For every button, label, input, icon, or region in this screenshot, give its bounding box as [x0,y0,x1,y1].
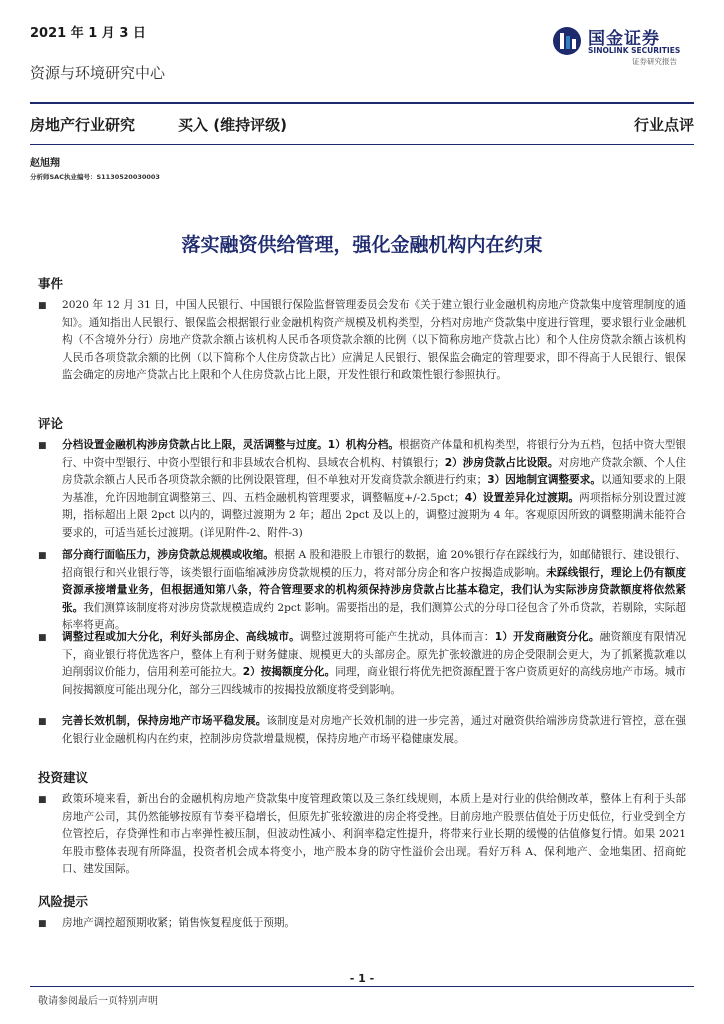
analyst-name: 赵旭翔 [30,158,60,169]
report-title: 落实融资供给管理，强化金融机构内在约束 [181,234,543,256]
company-logo [552,24,692,72]
comment-3-bold-3: 2）按揭额度分化。 [242,666,336,679]
comment-1-text-3: 以通知要求的上限为基准，允许因地制宜调整第三、四、五档金融机构管理要求，调整幅度+/-2.5pct； [62,474,687,504]
comment-2-bold-1: 部分商行面临压力，涉房贷款总规模或收缩。 [62,549,274,561]
subheader-divider [30,144,694,145]
rating-label: 买入 (维持评级) [178,116,287,134]
comment-4-bold-1: 完善长效机制，保持房地产市场平稳发展。 [62,715,267,727]
comment-1-bold-4: 4）设置差异化过渡期。 [464,491,580,504]
risk-paragraph: 房地产调控超预期收紧；销售恢复程度低于预期。 [62,917,296,929]
event-paragraph: 2020 年 12 月 31 日，中国人民银行、中国银行保险监督管理委员会发布《关于建立银行业金融机构房地产贷款集中度管理制度的通知》。通知指出人民银行、银保监会根据银行业金融机构资产规模及机构类型，分档对房地产贷款集中度进行管理，要求银行业金融机构（不含境外分行）房地产贷款余额占该机构人民币各项贷款余额的比例（以下简称房地产贷款占比）和个人住房贷款余额占该机构人民币各项贷款余额的比例（以下简称个人住房贷款占比）应满足人民银行、银保监会确定的管理要求，即不得高于人民银行、银保监会确定的房地产贷款占比上限和个人住房贷款占比上限，开发性银行和政策性银行参照执行。 [62,299,686,382]
comment-3-bold-1: 调整过程或加大分化，利好头部房企、高线城市。 [62,631,300,643]
logo-english-name: SINOLINK SECURITIES [588,46,681,55]
industry-label: 房地产行业研究 [30,116,136,134]
report-type-label: 行业点评 [633,116,694,134]
comment-paragraph-2 [62,547,686,635]
comment-1-text-1: 根据资产体量和机构类型，将银行分为五档，包括中资大型银行、中资中型银行、中资小型银行和非县域农合机构、县域农合机构、村镇银行； [62,439,686,469]
footer-disclaimer: 敬请参阅最后一页特别声明 [38,996,158,1007]
logo-subtitle: 证券研究报告 [632,57,677,66]
bullet-square-icon: ■ [38,717,47,727]
bullet-square-icon: ■ [38,633,47,643]
bullet-square-icon: ■ [38,795,47,805]
comment-3-text-3: 同理，商业银行将优先把资源配置于客户资质更好的高线房地产市场。城市间按揭额度可能出现分化，部分三四线城市的按揭投放额度将受到影响。 [62,666,687,696]
comment-1-bold-1: 分档设置金融机构涉房贷款占比上限，灵活调整与过度。1）机构分档。 [62,439,399,451]
bullet-square-icon: ■ [38,301,47,311]
sinolink-logo-icon [552,26,582,56]
comment-2-bold-2: 未踩线银行，理论上仍有额度资源承接增量业务，但根据通知第八条，符合管理要求的机构须保持涉房贷款占比基本稳定，我们认为实际涉房贷款额度将依然紧张。 [62,566,686,614]
report-date: 2021 年 1 月 3 日 [30,26,146,41]
header-divider [30,102,694,104]
comment-2-text-2: 我们测算该制度将对涉房贷款规模造成约 2pct 影响。需要指出的是，我们测算公式的分母口径包含了外币贷款，若剔除，实际超标率将更高。 [62,601,686,632]
comment-1-text-4: 两项指标分别设置过渡期，指标超出上限 2pct 以内的，调整过渡期为 2 年；超出 2pct 及以上的，调整过渡期为 4 年。客观原因所致的调整期满未能符合要求的，可适当延长过渡期。(详见附件-2、附件-3) [62,491,687,539]
comment-2-text-1: 根据 A 股和港股上市银行的数据，逾 20%银行存在踩线行为，如邮储银行、建设银行、招商银行和兴业银行等，该类银行面临缩减涉房贷款规模的压力，将对部分房企和客户按揭造成影响。 [62,549,686,579]
comment-3-text-2: 融资额度有限情况下，商业银行将优选客户，整体上有利于财务健康、规模更大的头部房企。原先扩张较激进的房企受限制会更大，为了抓紧揽款难以迫削弱议价能力，信用利差可能拉大。 [62,631,687,679]
comment-paragraph-1 [62,437,686,543]
advice-paragraph: 政策环境来看，新出台的金融机构房地产贷款集中度管理政策以及三条红线规则，本质上是对行业的供给侧改革，整体上有利于头部房地产公司，其仍然能够按原有节奏平稳增长，但原先扩张较激进的房企将受挫。目前房地产股票估值处于历史低位，行业受到全方位管控后，存贷弹性和市占率弹性被压制，但波动性减小、利润率稳定性提升，将带来行业长期的缓慢的估值修复行情。如果 2021 年股市整体表现有所降温，投资者机会成本将变小，地产股本身的防守性溢价会出现。看好万科 A、保利地产、金地集团、招商蛇口、建发国际。 [62,793,686,876]
comment-3-text-1: 调整过渡期将可能产生扰动，具体而言： [300,631,495,643]
comment-1-text-2: 对房地产贷款余额、个人住房贷款余额占人民币各项贷款余额的比例设限管理，但不单独对开发商贷款余额进行约束； [62,456,686,487]
bullet-square-icon: ■ [38,441,47,451]
comment-paragraph-4 [62,713,686,748]
comment-paragraph-3 [62,629,686,699]
bullet-square-icon: ■ [38,551,47,561]
bullet-square-icon: ■ [38,919,47,929]
comment-3-bold-2: 1）开发商融资分化。 [494,631,600,643]
logo-chinese-name: 国金证券 [588,29,660,49]
footer-divider [30,986,694,987]
research-center-name: 资源与环境研究中心 [30,64,166,82]
comment-1-bold-2: 2）涉房贷款占比设限。 [444,456,559,469]
section-heading-comment: 评论 [38,416,64,431]
section-heading-advice: 投资建议 [38,770,89,785]
section-heading-event: 事件 [38,276,64,291]
analyst-sac-id: 分析师SAC执业编号：S1130520030003 [30,173,160,181]
section-heading-risk: 风险提示 [38,894,89,909]
comment-4-text-1: 该制度是对房地产长效机制的进一步完善，通过对融资供给端涉房贷款进行管控，意在强化银行业金融机构内在约束，控制涉房贷款增量规模，保持房地产市场平稳健康发展。 [62,715,686,745]
comment-1-bold-3: 3）因地制宜调整要求。 [487,474,601,487]
page-number: - 1 - [349,972,375,985]
